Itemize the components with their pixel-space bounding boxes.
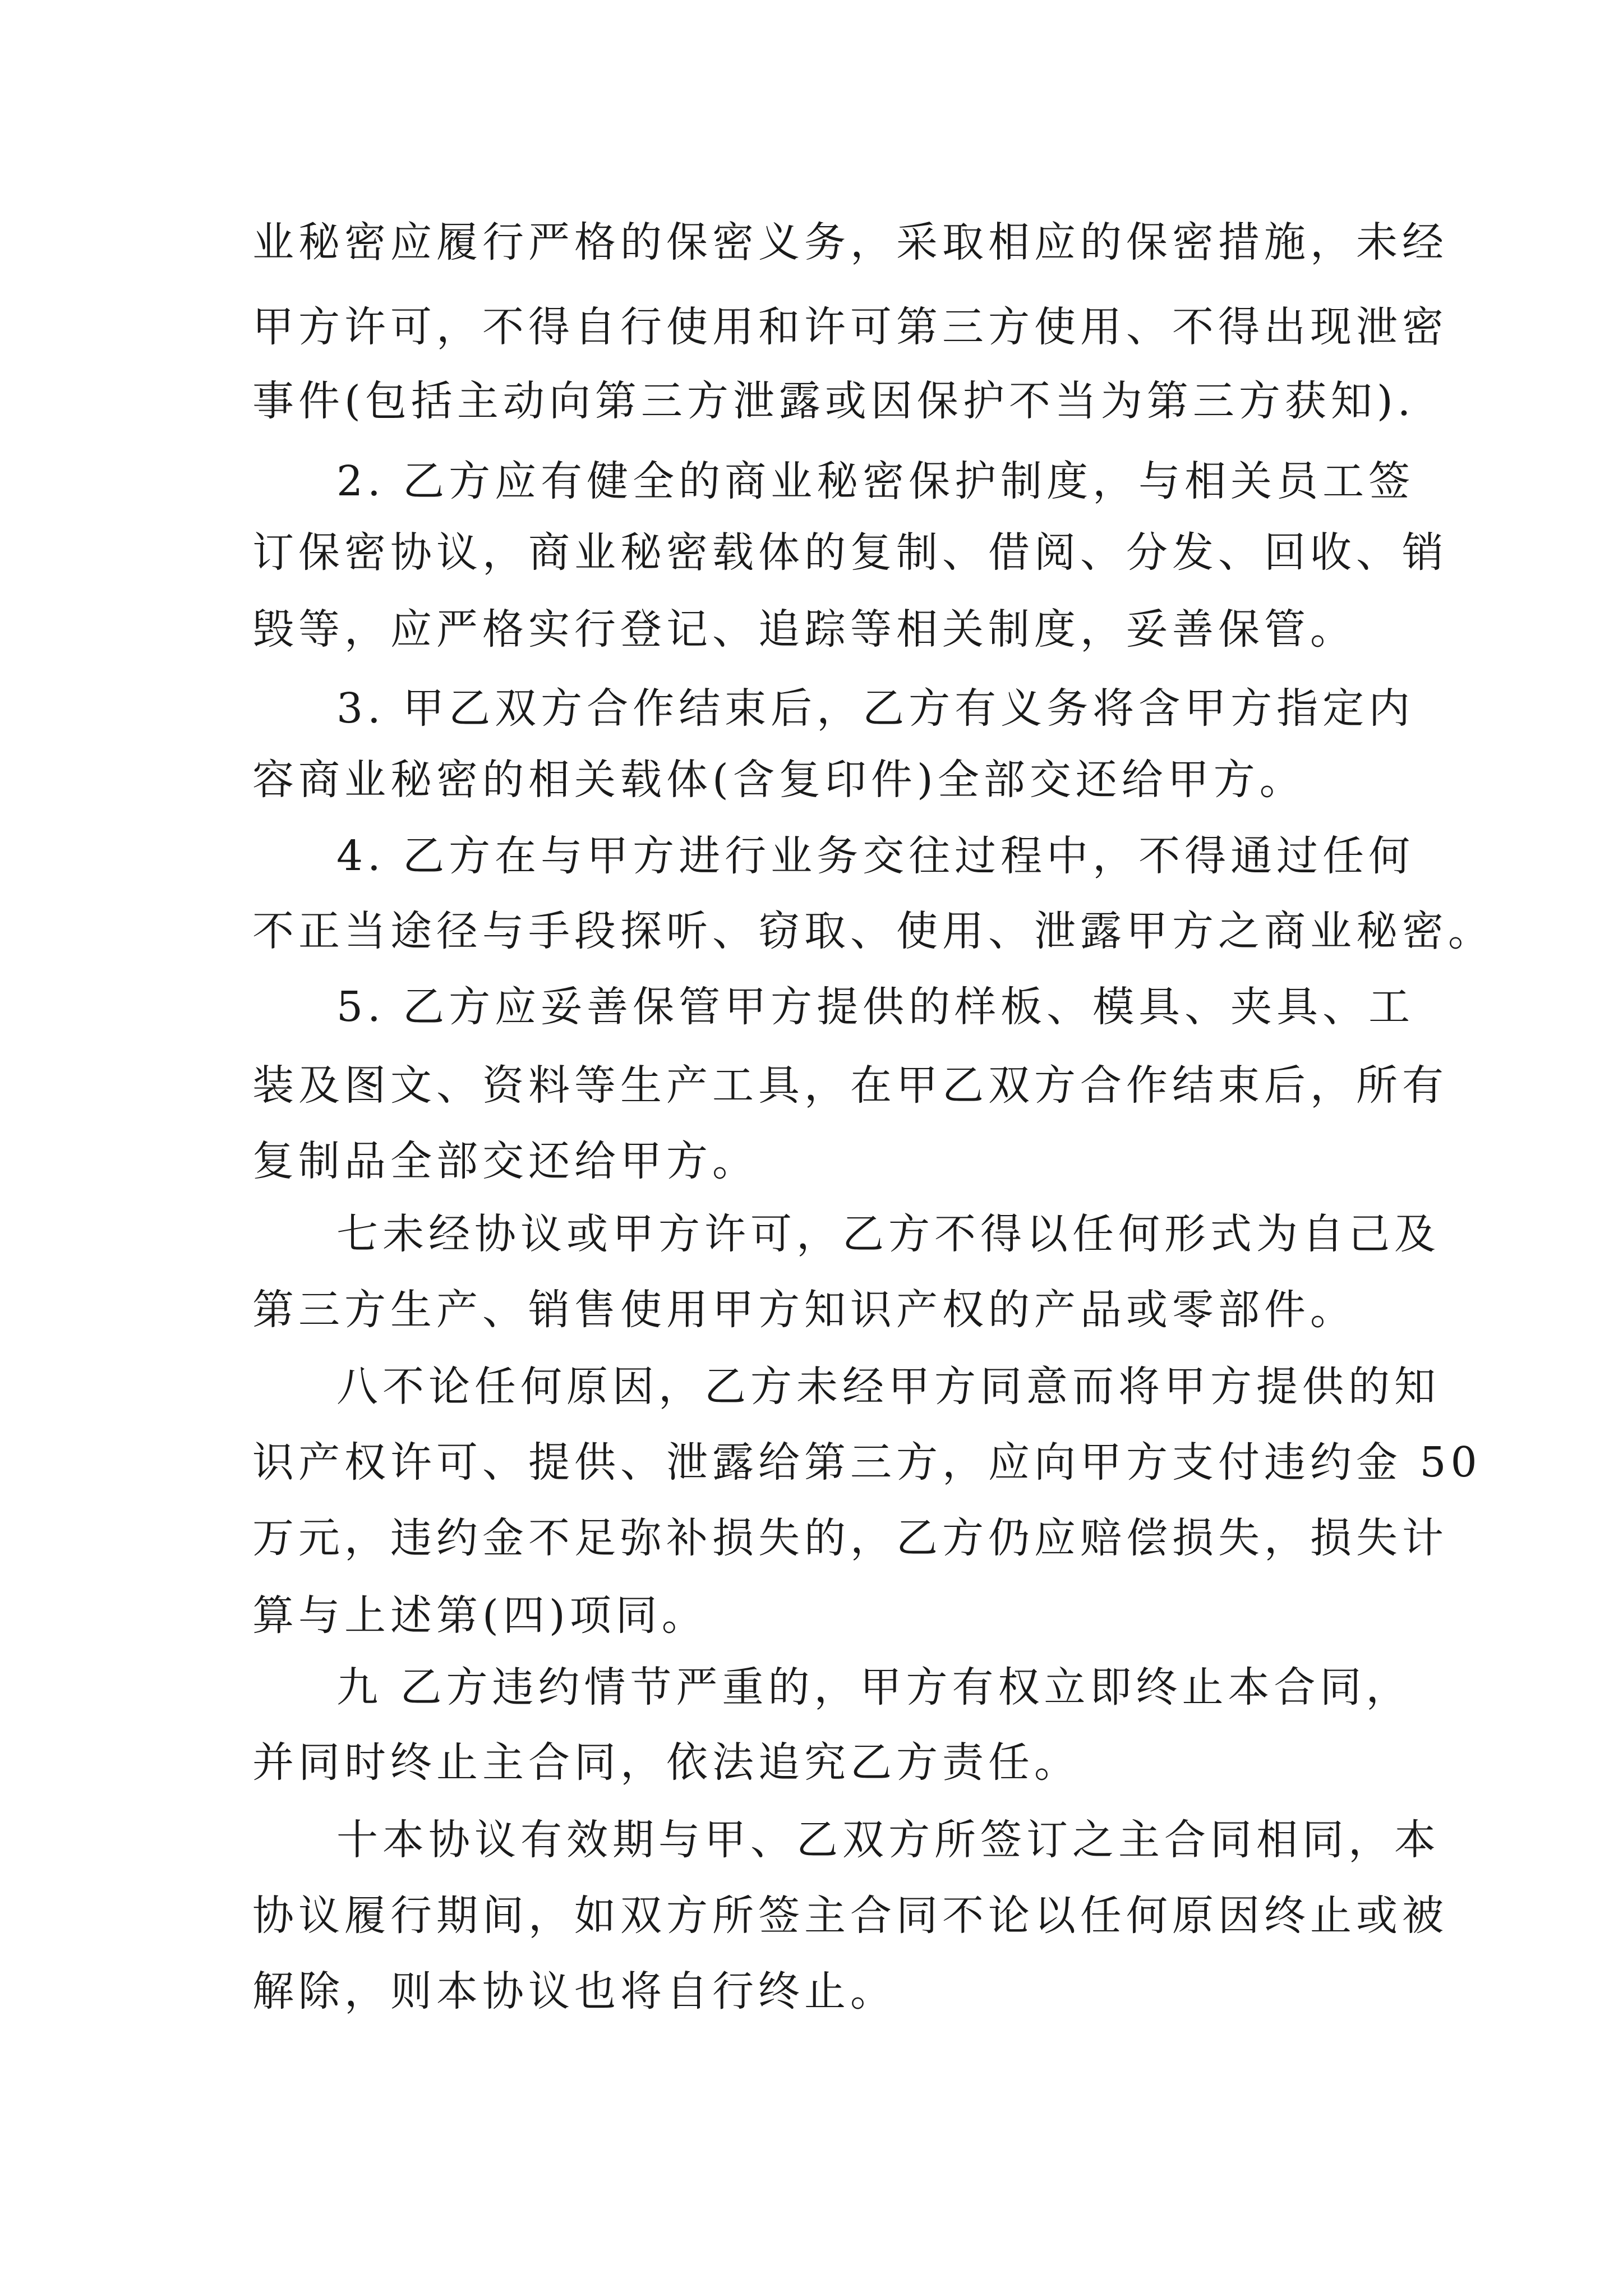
text-line: 万元，违约金不足弥补损失的，乙方仍应赔偿损失，损失计 — [252, 1514, 1448, 1562]
text-line: 第三方生产、销售使用甲方知识产权的产品或零部件。 — [252, 1286, 1356, 1334]
text-line: 装及图文、资料等生产工具，在甲乙双方合作结束后，所有 — [252, 1061, 1448, 1110]
text-line: 复制品全部交还给甲方。 — [252, 1137, 758, 1185]
text-line: 4. 乙方在与甲方进行业务交往过程中，不得通过任何 — [336, 832, 1415, 880]
text-line: 八不论任何原因，乙方未经甲方同意而将甲方提供的知 — [336, 1363, 1440, 1411]
text-line: 容商业秘密的相关载体(含复印件)全部交还给甲方。 — [252, 756, 1306, 804]
text-line: 算与上述第(四)项同。 — [252, 1591, 708, 1640]
text-line: 毁等，应严格实行登记、追踪等相关制度，妥善保管。 — [252, 605, 1356, 654]
text-line: 七未经协议或甲方许可，乙方不得以任何形式为自己及 — [336, 1210, 1440, 1258]
text-line: 识产权许可、提供、泄露给第三方，应向甲方支付违约金 50 — [252, 1438, 1482, 1487]
text-line: 5. 乙方应妥善保管甲方提供的样板、模具、夹具、工 — [336, 983, 1415, 1031]
text-line: 解除，则本协议也将自行终止。 — [252, 1967, 896, 2016]
text-line: 并同时终止主合同，依法追究乙方责任。 — [252, 1738, 1080, 1787]
text-line: 甲方许可，不得自行使用和许可第三方使用、不得出现泄密 — [252, 303, 1448, 351]
text-line: 2. 乙方应有健全的商业秘密保护制度，与相关员工签 — [336, 457, 1415, 505]
text-line: 订保密协议，商业秘密载体的复制、借阅、分发、回收、销 — [252, 528, 1448, 577]
text-line: 事件(包括主动向第三方泄露或因保护不当为第三方获知). — [252, 377, 1415, 425]
text-line: 九 乙方违约情节严重的，甲方有权立即终止本合同， — [336, 1663, 1412, 1711]
text-line: 业秘密应履行严格的保密义务，采取相应的保密措施，未经 — [252, 218, 1448, 266]
text-line: 3. 甲乙双方合作结束后，乙方有义务将含甲方指定内 — [336, 684, 1415, 733]
text-line: 协议履行期间，如双方所签主合同不论以任何原因终止或被 — [252, 1892, 1448, 1940]
text-line: 不正当途径与手段探听、窃取、使用、泄露甲方之商业秘密。 — [252, 907, 1494, 955]
text-line: 十本协议有效期与甲、乙双方所签订之主合同相同，本 — [336, 1816, 1440, 1864]
